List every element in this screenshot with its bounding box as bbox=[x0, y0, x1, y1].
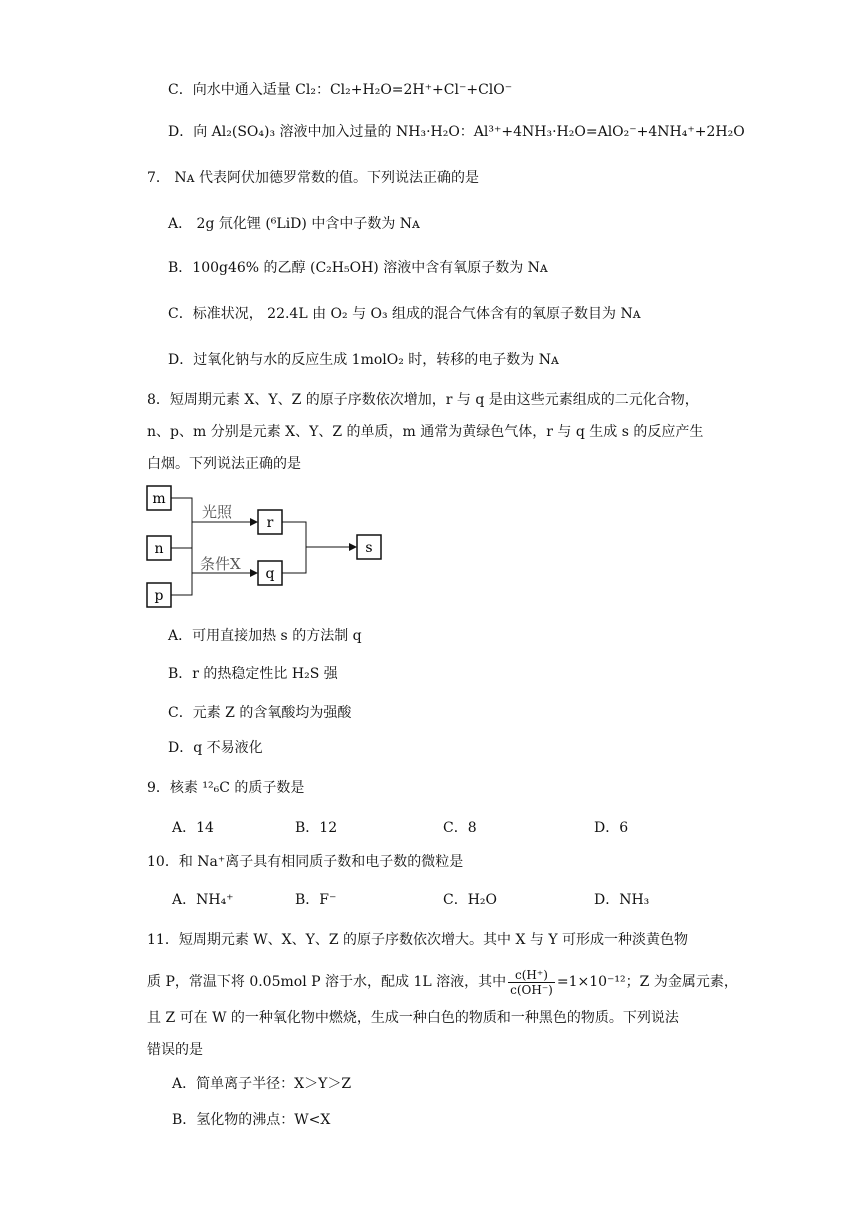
q10-option-b: B．F⁻ bbox=[295, 892, 337, 908]
box-p-label: p bbox=[154, 588, 164, 604]
q11-fraction bbox=[508, 968, 555, 997]
box-s-label: s bbox=[365, 540, 373, 556]
q11-option-a: A．简单离子半径：X＞Y＞Z bbox=[172, 1076, 352, 1092]
q10-stem: 10．和 Na⁺离子具有相同质子数和电子数的微粒是 bbox=[147, 854, 464, 870]
label-light: 光照 bbox=[202, 503, 233, 521]
q11-stem-line2 bbox=[147, 966, 738, 998]
box-n-label: n bbox=[154, 541, 164, 557]
q11-fraction-denominator: c(OH⁻) bbox=[510, 982, 553, 997]
q7-option-d: D．过氧化钠与水的反应生成 1molO₂ 时，转移的电子数为 Nᴀ bbox=[168, 352, 559, 368]
q9-option-c: C．8 bbox=[443, 820, 477, 836]
q8-stem-line2: n、p、m 分别是元素 X、Y、Z 的单质，m 通常为黄绿色气体，r 与 q 生成 s 的反应产生 bbox=[147, 424, 704, 440]
q8-option-b: B．r 的热稳定性比 H₂S 强 bbox=[168, 666, 338, 682]
q10-option-c: C．H₂O bbox=[443, 892, 498, 908]
q11-line2-part2: =1×10⁻¹²；Z 为金属元素， bbox=[556, 974, 738, 990]
q8-option-d: D．q 不易液化 bbox=[168, 740, 263, 756]
q7-stem: 7． Nᴀ 代表阿伏加德罗常数的值。下列说法正确的是 bbox=[147, 170, 479, 186]
q9-stem: 9．核素 ¹²₆C 的质子数是 bbox=[147, 780, 305, 796]
box-m-label: m bbox=[152, 491, 166, 507]
q11-fraction-numerator: c(H⁺) bbox=[508, 968, 555, 983]
q7-option-b: B．100g46% 的乙醇 (C₂H₅OH) 溶液中含有氧原子数为 Nᴀ bbox=[168, 260, 548, 276]
q10-option-a: A．NH₄⁺ bbox=[172, 892, 234, 908]
q7-option-c: C．标准状况， 22.4L 由 O₂ 与 O₃ 组成的混合气体含有的氧原子数目为 Nᴀ bbox=[168, 306, 641, 322]
q8-option-a: A．可用直接加热 s 的方法制 q bbox=[168, 628, 362, 644]
q8-stem-line3: 白烟。下列说法正确的是 bbox=[147, 456, 301, 472]
reaction-diagram bbox=[140, 484, 400, 610]
q8-option-c: C．元素 Z 的含氧酸均为强酸 bbox=[168, 705, 352, 721]
label-condition-x: 条件X bbox=[200, 555, 241, 573]
q9-option-d: D．6 bbox=[594, 820, 629, 836]
q6-option-d: D．向 Al₂(SO₄)₃ 溶液中加入过量的 NH₃·H₂O：Al³⁺+4NH₃·H₂O=AlO₂⁻+4NH₄⁺+2H₂O bbox=[168, 124, 745, 140]
box-q-label: q bbox=[265, 566, 275, 582]
q11-line2-part1: 质 P，常温下将 0.05mol P 溶于水，配成 1L 溶液，其中 bbox=[147, 974, 507, 990]
q6-option-c: C．向水中通入适量 Cl₂：Cl₂+H₂O=2H⁺+Cl⁻+ClO⁻ bbox=[168, 82, 513, 98]
q8-stem-line1: 8．短周期元素 X、Y、Z 的原子序数依次增加，r 与 q 是由这些元素组成的二元化合物， bbox=[147, 392, 699, 408]
q11-stem-line4: 错误的是 bbox=[147, 1042, 203, 1058]
box-r-label: r bbox=[266, 515, 274, 531]
q11-stem-line1: 11．短周期元素 W、X、Y、Z 的原子序数依次增大。其中 X 与 Y 可形成一种淡黄色物 bbox=[147, 932, 689, 948]
q7-option-a: A． 2g 氘化锂 (⁶LiD) 中含中子数为 Nᴀ bbox=[168, 216, 420, 232]
q11-option-b: B．氢化物的沸点：W<X bbox=[172, 1112, 331, 1128]
q10-option-d: D．NH₃ bbox=[594, 892, 650, 908]
q11-stem-line3: 且 Z 可在 W 的一种氧化物中燃烧，生成一种白色的物质和一种黑色的物质。下列说法 bbox=[147, 1010, 679, 1026]
q9-option-b: B．12 bbox=[295, 820, 338, 836]
q9-option-a: A．14 bbox=[172, 820, 214, 836]
